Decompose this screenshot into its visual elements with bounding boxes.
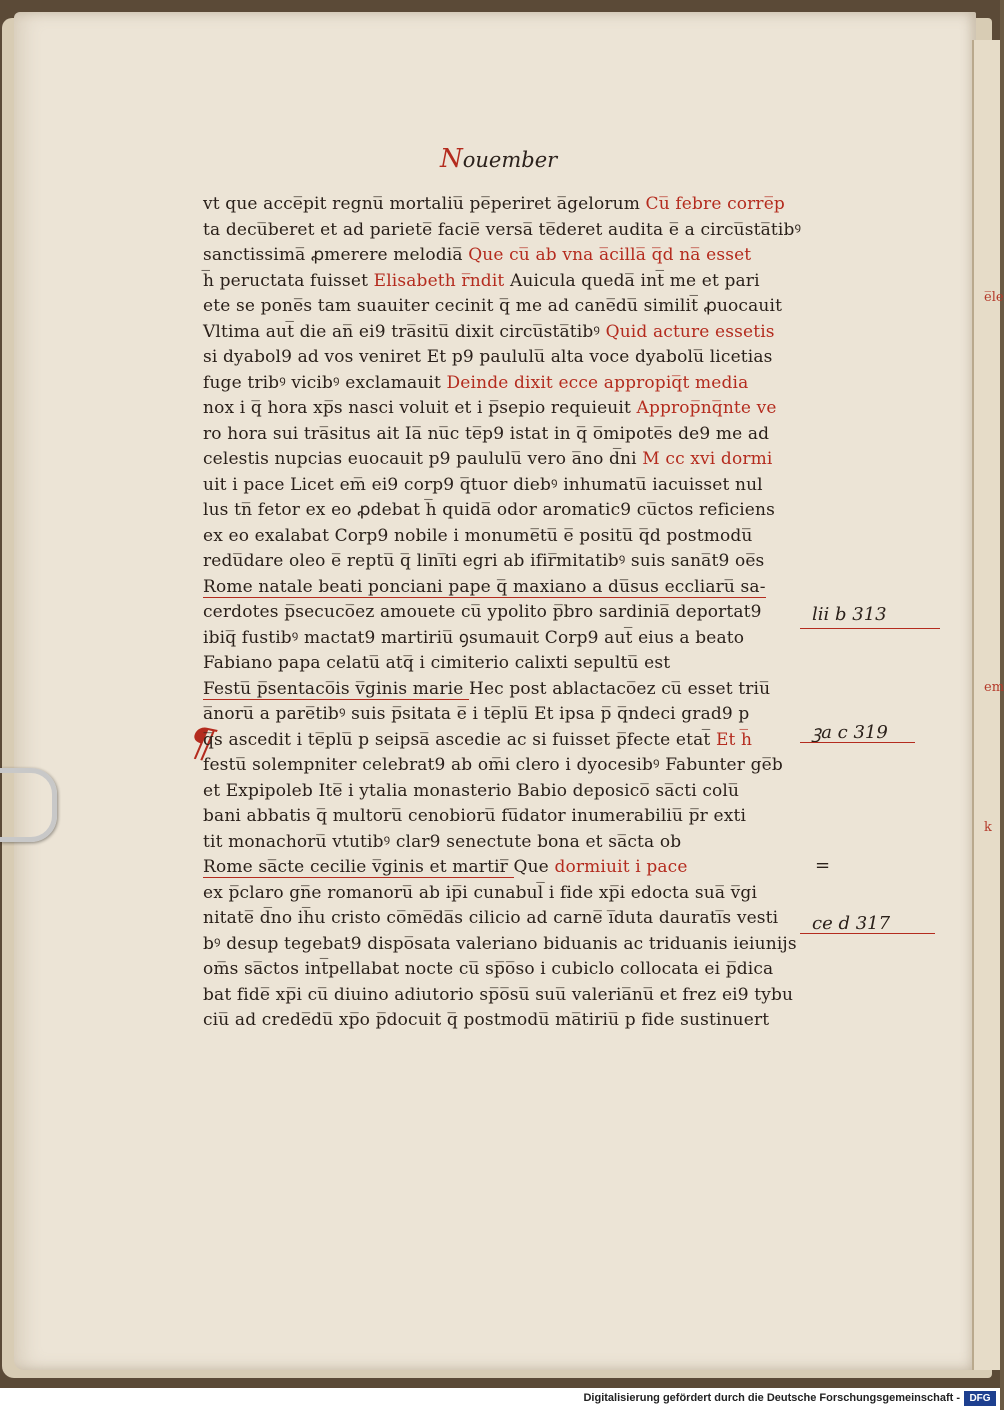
text-line: vt que acce̅pit regnu̅ mortaliu̅ pe̅periret a̅gelorum Cu̅ febre corre̅p [203, 194, 785, 214]
text-line: si dyabol9 ad vos veniret Et p9 paululu̅ alta voce dyabolu̅ licetias [203, 347, 773, 367]
text-line: Vltima aut̅ die an̅ ei9 tra̅situ̅ dixit circu̅sta̅tibꝰ Quid acture essetis [203, 321, 775, 342]
header-initial: N [440, 144, 463, 174]
text-block [203, 192, 803, 1112]
text-line: ciu̅ ad crede̅du̅ xp̅o p̅docuit q̅ postmodu̅ ma̅tiriu̅ p fide sustinuert [203, 1010, 770, 1030]
margin-rule [800, 628, 940, 629]
text-line: Festu̅ p̅sentaco̅is v̅ginis marie Hec post ablactaco̅ez cu̅ esset triu̅ [203, 678, 771, 699]
text-line: uit i pace Licet em̅ ei9 corp9 q̅tuor diebꝰ inhumatu̅ iacuisset nul [203, 474, 763, 495]
text-line: q̅s ascedit i te̅plu̅ p seipsa̅ ascedie ac si fuisset p̅fecte etat̅ Et h̅ [203, 729, 753, 750]
dfg-credit: Digitalisierung gefördert durch die Deutsche Forschungsgemeinschaft - [583, 1392, 960, 1404]
text-line: cerdotes p̅secuco̅ez amouete cu̅ ypolito p̅bro sardinia̅ deportat9 [203, 602, 762, 622]
dfg-logo: DFG [964, 1391, 996, 1406]
text-line: Fabiano papa celatu̅ atq̅ i cimiterio calixti sepultu̅ est [203, 653, 671, 673]
text-line: et Expipoleb Ite̅ i ytalia monasterio Babio deposico̅ sa̅cti colu̅ [203, 780, 740, 801]
margin-note: ce d 317 [812, 913, 891, 934]
text-line: ibiq̅ fustibꝰ mactat9 martiriu̅ ꝯsumauit Corp9 aut̅ eius a beato [203, 627, 745, 648]
text-line: bat fide̅ xp̅i cu̅ diuino adiutorio sp̅o̅su̅ suu̅ valeria̅nu̅ et frez ei9 tybu [203, 984, 794, 1005]
text-line: celestis nupcias euocauit p9 paululu̅ vero a̅no d̅ni M cc xvi dormi [203, 449, 773, 469]
margin-note: = [815, 855, 831, 876]
text-line: ex p̅claro gn̅e romanoru̅ ab ip̅i cunabul̅ i fide xp̅i edocta sua̅ v̅gi [203, 882, 758, 903]
text-line: Rome natale beati ponciani pape q̅ maxiano a du̅sus eccliaru̅ sa- [203, 576, 766, 597]
next-page-mark: k [984, 820, 992, 835]
text-line: nitate̅ d̅no ih̅u cristo co̅me̅da̅s cilicio ad carne̅ i̅duta daurati̅s vesti [203, 908, 779, 928]
next-page-mark: em [984, 680, 1004, 695]
text-line: h̅ peructata fuisset Elisabeth r̅ndit Auicula queda̅ int̅ me et pari [203, 270, 760, 291]
next-page-mark: e̅le [984, 290, 1004, 305]
text-line: sanctissima̅ ꝓmerere melodia̅ Que cu̅ ab vna a̅cilla̅ q̅d na̅ esset [203, 245, 752, 265]
text-line: bani abbatis q̅ multoru̅ cenobioru̅ fu̅dator inumerabiliu̅ p̅r exti [203, 806, 747, 826]
margin-note: lii b 313 [812, 604, 887, 625]
text-line: a̅noru̅ a pare̅tibꝰ suis p̅sitata e̅ i te̅plu̅ Et ipsa p̅ q̅ndeci grad9 p [203, 704, 750, 724]
text-line: ex eo exalabat Corp9 nobile i monume̅tu̅ e̅ positu̅ q̅d postmodu̅ [203, 525, 753, 546]
text-line: om̅s sa̅ctos int̅pellabat nocte cu̅ sp̅o̅so i cubiclo collocata ei p̅dica [203, 959, 774, 979]
margin-note: ꝫa c 319 [812, 722, 888, 743]
text-line: redu̅dare oleo e̅ reptu̅ q̅ lini̅ti egri ab ifir̅mitatibꝰ suis sana̅t9 oe̅s [203, 551, 765, 571]
text-line: lus tn̅ fetor ex eo ꝓdebat h̅ quida̅ odor aromatic9 cu̅ctos reficiens [203, 500, 775, 520]
margin-rule [800, 742, 915, 743]
text-line: festu̅ solempniter celebrat9 ab om̅i clero i dyocesibꝰ Fabunter ge̅b [203, 755, 783, 775]
text-line: fuge tribꝰ vicibꝰ exclamauit Deinde dixit ecce appropiq̅t media [203, 372, 749, 393]
text-line: tit monachoru̅ vtutibꝰ clar9 senectute bona et sa̅cta ob [203, 831, 682, 852]
paragraph-mark-icon: ¶ [184, 717, 219, 769]
paper-clip [0, 768, 57, 842]
text-line: ete se pone̅s tam suauiter cecinit q̅ me ad cane̅du̅ similit̅ ꝓuocauit [203, 296, 783, 316]
next-page-edge [972, 40, 1004, 1370]
margin-rule [800, 933, 935, 934]
page-header [440, 144, 580, 174]
text-line: ta decu̅beret et ad pariete̅ facie̅ versa̅ te̅deret audita e̅ a circu̅sta̅tibꝰ [203, 219, 802, 240]
header-rest: ouember [462, 148, 558, 172]
text-line: nox i q̅ hora xp̅s nasci voluit et i p̅sepio requieuit Approp̅nq̅nte ve [203, 398, 777, 418]
text-line: bꝰ desup tegebat9 dispo̅sata valeriano biduanis ac triduanis ieiunijs [203, 933, 797, 954]
text-line: ro hora sui tra̅situs ait Ia̅ nu̅c te̅p9 istat in q̅ o̅mipote̅s de9 me ad [203, 423, 770, 444]
footer-bar [0, 1388, 1000, 1410]
text-line: Rome sa̅cte cecilie v̅ginis et martir̅ Que dormiuit i pace [203, 857, 688, 877]
